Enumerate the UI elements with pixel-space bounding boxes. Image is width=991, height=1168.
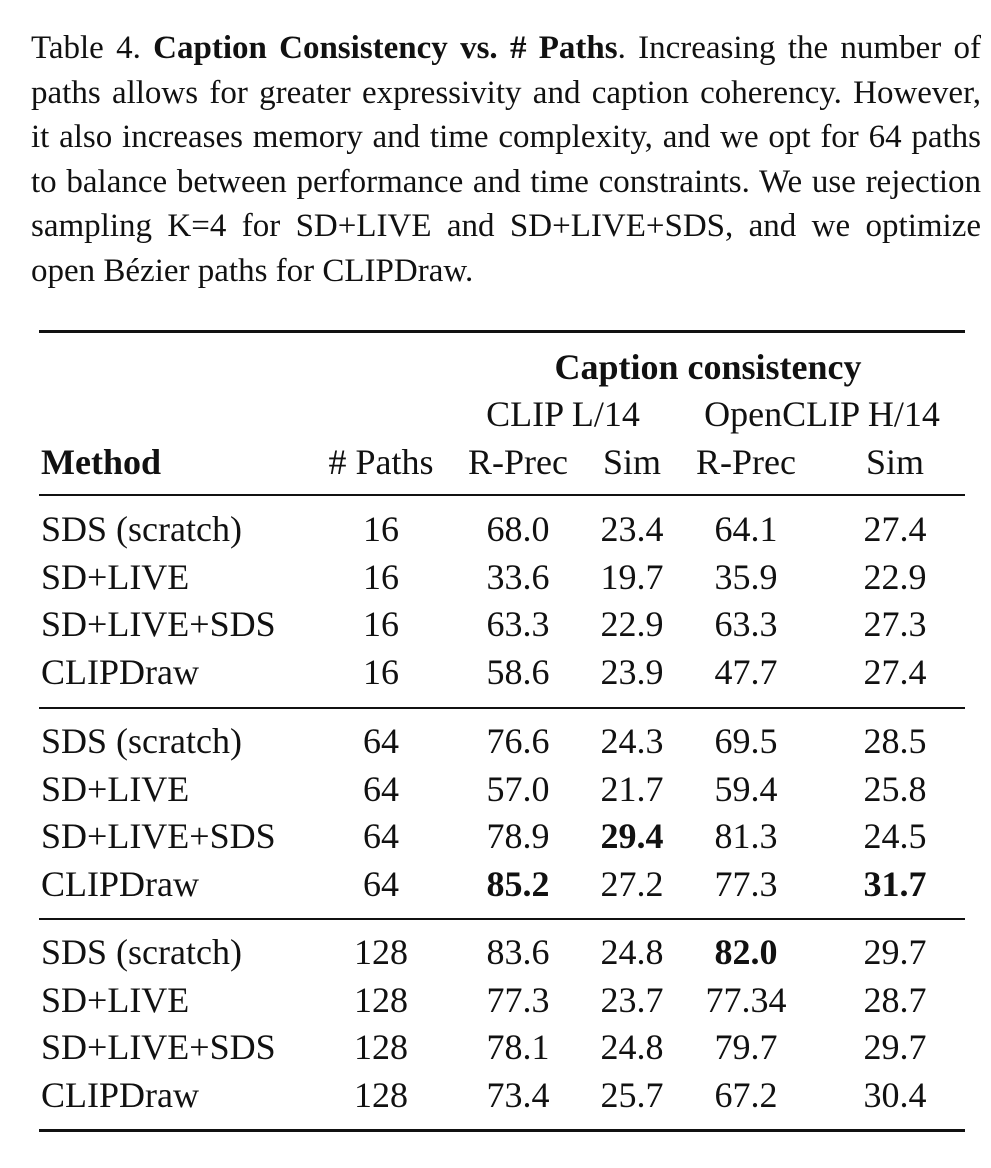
clip-rprec-cell: 76.6 xyxy=(486,721,550,761)
clip-rprec-cell: 73.4 xyxy=(486,1074,550,1115)
open-rprec-cell: 64.1 xyxy=(714,509,778,549)
clip-rprec-cell: 83.6 xyxy=(486,932,550,972)
clip-rprec-cell: 57.0 xyxy=(486,768,550,809)
open-sim-cell: 29.7 xyxy=(863,932,927,972)
open-rprec-cell: 67.2 xyxy=(714,1074,778,1115)
method-cell: SD+LIVE+SDS xyxy=(41,1027,276,1067)
open-rprec-cell: 79.7 xyxy=(714,1027,778,1067)
open-sim-cell: 22.9 xyxy=(863,556,927,597)
clip-rprec-cell: 63.3 xyxy=(486,604,550,644)
open-rprec-cell: 81.3 xyxy=(714,816,778,856)
caption-text: . Increasing the number of paths allows for greater expressivity and caption coherency. However, it also increases memory and time complexity, and we opt for 64 paths to balance between performance and time constraints. We use rejection sampling K=4 for SD+LIVE and SD+LIVE+SDS, and we optimize open Bézier paths for CLIPDraw. xyxy=(31,30,981,289)
clip-sim-cell: 23.9 xyxy=(600,651,664,692)
column-header-method: Method xyxy=(41,442,161,482)
clip-rprec-cell: 78.1 xyxy=(486,1027,550,1067)
open-sim-cell: 30.4 xyxy=(863,1074,927,1115)
open-rprec-cell: 69.5 xyxy=(714,721,778,761)
column-header-paths: # Paths xyxy=(328,442,434,482)
group-rule-2 xyxy=(39,918,965,920)
paths-cell: 128 xyxy=(354,932,408,972)
caption-title: Caption Consistency vs. # Paths xyxy=(153,30,618,66)
paths-cell: 16 xyxy=(363,556,399,597)
method-cell: SD+LIVE+SDS xyxy=(41,604,276,644)
open-sim-cell: 28.7 xyxy=(863,979,927,1020)
column-header-open-sim: Sim xyxy=(865,442,925,482)
clip-sim-cell: 23.7 xyxy=(600,979,664,1020)
open-sim-cell: 24.5 xyxy=(863,816,927,856)
clip-sim-cell: 25.7 xyxy=(600,1074,664,1115)
open-sim-cell: 27.4 xyxy=(863,509,927,549)
table-caption xyxy=(31,26,981,293)
method-cell: CLIPDraw xyxy=(41,651,199,692)
open-rprec-cell: 59.4 xyxy=(714,768,778,809)
group-header: Caption consistency xyxy=(554,347,862,387)
clip-rprec-cell: 85.2 xyxy=(486,863,550,904)
clip-rprec-cell: 33.6 xyxy=(486,556,550,597)
open-sim-cell: 27.3 xyxy=(863,604,927,644)
open-sim-cell: 29.7 xyxy=(863,1027,927,1067)
method-cell: SD+LIVE+SDS xyxy=(41,816,276,856)
open-rprec-cell: 77.34 xyxy=(705,979,787,1020)
method-cell: CLIPDraw xyxy=(41,863,199,904)
clip-sim-cell: 21.7 xyxy=(600,768,664,809)
open-rprec-cell: 35.9 xyxy=(714,556,778,597)
method-cell: SD+LIVE xyxy=(41,768,190,809)
column-header-clip-sim: Sim xyxy=(602,442,662,482)
clip-rprec-cell: 78.9 xyxy=(486,816,550,856)
method-cell: SDS (scratch) xyxy=(41,509,242,549)
model-header-openclip: OpenCLIP H/14 xyxy=(704,394,940,434)
paths-cell: 64 xyxy=(363,816,399,856)
open-rprec-cell: 82.0 xyxy=(714,932,778,972)
method-cell: SDS (scratch) xyxy=(41,932,242,972)
paths-cell: 16 xyxy=(363,651,399,692)
paths-cell: 64 xyxy=(363,768,399,809)
open-rprec-cell: 77.3 xyxy=(714,863,778,904)
method-cell: SDS (scratch) xyxy=(41,721,242,761)
clip-sim-cell: 24.3 xyxy=(600,721,664,761)
paths-cell: 64 xyxy=(363,863,399,904)
bottom-rule xyxy=(39,1129,965,1132)
clip-rprec-cell: 77.3 xyxy=(486,979,550,1020)
paths-cell: 16 xyxy=(363,604,399,644)
header-rule xyxy=(39,494,965,496)
method-cell: SD+LIVE xyxy=(41,556,190,597)
method-cell: SD+LIVE xyxy=(41,979,190,1020)
group-rule-1 xyxy=(39,707,965,709)
paths-cell: 64 xyxy=(363,721,399,761)
clip-sim-cell: 24.8 xyxy=(600,1027,664,1067)
clip-sim-cell: 19.7 xyxy=(600,556,664,597)
clip-sim-cell: 29.4 xyxy=(600,816,664,856)
top-rule xyxy=(39,330,965,333)
open-sim-cell: 31.7 xyxy=(863,863,927,904)
clip-sim-cell: 27.2 xyxy=(600,863,664,904)
clip-rprec-cell: 68.0 xyxy=(486,509,550,549)
method-cell: CLIPDraw xyxy=(41,1074,199,1115)
open-sim-cell: 25.8 xyxy=(863,768,927,809)
clip-rprec-cell: 58.6 xyxy=(486,651,550,692)
clip-sim-cell: 24.8 xyxy=(600,932,664,972)
paths-cell: 128 xyxy=(354,979,408,1020)
open-rprec-cell: 47.7 xyxy=(714,651,778,692)
paths-cell: 128 xyxy=(354,1027,408,1067)
clip-sim-cell: 22.9 xyxy=(600,604,664,644)
paths-cell: 128 xyxy=(354,1074,408,1115)
paths-cell: 16 xyxy=(363,509,399,549)
open-rprec-cell: 63.3 xyxy=(714,604,778,644)
column-header-open-rprec: R-Prec xyxy=(696,442,796,482)
caption-label: Table 4. xyxy=(31,30,141,66)
open-sim-cell: 28.5 xyxy=(863,721,927,761)
open-sim-cell: 27.4 xyxy=(863,651,927,692)
model-header-clip: CLIP L/14 xyxy=(486,394,640,434)
clip-sim-cell: 23.4 xyxy=(600,509,664,549)
column-header-clip-rprec: R-Prec xyxy=(468,442,568,482)
